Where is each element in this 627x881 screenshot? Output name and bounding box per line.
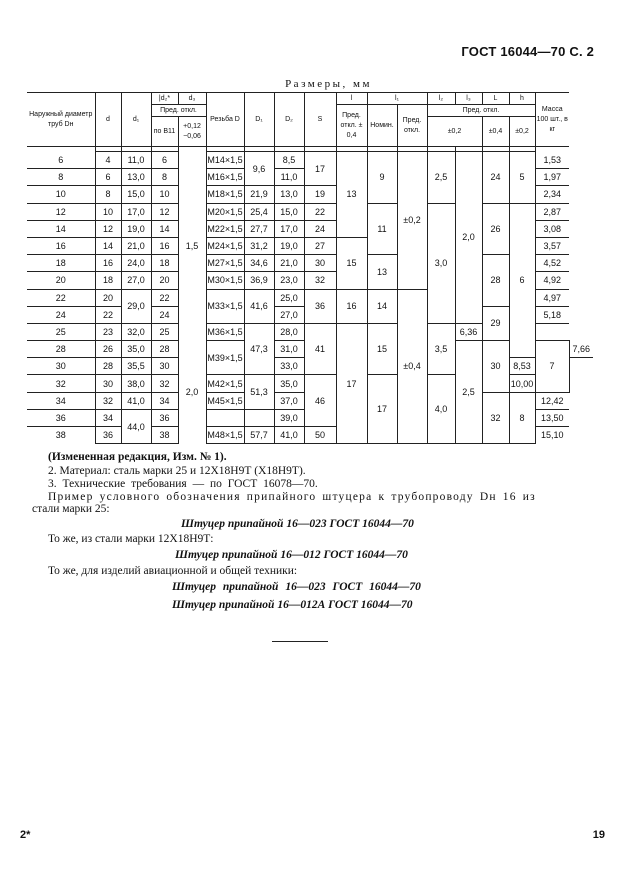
table-cell: 32 [95, 392, 121, 409]
table-cell: 31,2 [244, 237, 274, 254]
table-cell: 15,10 [535, 427, 569, 444]
table-cell: 27,7 [244, 220, 274, 237]
table-cell: 6 [95, 169, 121, 186]
table-cell: 15,0 [121, 186, 151, 203]
table-cell: 23,0 [274, 272, 304, 289]
table-cell: 16 [27, 237, 95, 254]
hdr-l1-pred: Пред. откл. [397, 105, 427, 147]
table-cell: 14 [27, 220, 95, 237]
table-cell: 5 [509, 152, 535, 204]
same-note-2: То же, для изделий авиационной и общей техники: [48, 565, 298, 577]
table-cell: 34,6 [244, 255, 274, 272]
table-cell: 4,0 [427, 375, 455, 444]
same-note-1: То же, из стали марки 12Х18Н9Т: [48, 533, 214, 545]
table-caption: Размеры, мм [285, 78, 372, 90]
table-cell: 35,5 [121, 358, 151, 375]
table-cell: 30 [304, 255, 336, 272]
table-cell: 13 [367, 255, 397, 289]
table-cell: 6 [151, 152, 178, 169]
table-cell: 15 [336, 237, 367, 289]
table-cell: 21,9 [244, 186, 274, 203]
table-cell: 21,0 [274, 255, 304, 272]
table-cell: 44,0 [121, 409, 151, 443]
designation-4: Штуцер припайной 16—012А ГОСТ 16044—70 [172, 599, 413, 611]
table-cell: 27,0 [274, 306, 304, 323]
table-cell: 10 [95, 203, 121, 220]
table-cell: 12,42 [535, 392, 569, 409]
table-cell: 17 [336, 323, 367, 443]
table-cell: 19,0 [274, 237, 304, 254]
table-cell: 35,0 [121, 341, 151, 358]
hdr-tol-04: ±0,4 [482, 117, 509, 147]
col-D2: D₂ [274, 93, 304, 147]
table-cell: 28 [27, 341, 95, 358]
table-cell: 30 [27, 358, 95, 375]
table-cell: 15,0 [274, 203, 304, 220]
table-cell: 11 [367, 203, 397, 255]
table-cell: 15 [367, 323, 397, 375]
table-cell: 24 [27, 306, 95, 323]
table-cell: 7,66 [569, 341, 593, 358]
table-cell: 4 [95, 152, 121, 169]
page-number: 19 [592, 829, 605, 841]
table-cell: 24 [151, 306, 178, 323]
table-cell: 28 [151, 341, 178, 358]
table-cell: 10,00 [509, 375, 535, 392]
table-cell [244, 409, 274, 426]
table-cell: 10 [27, 186, 95, 203]
hdr-d3-tol: +0,12 −0,06 [178, 117, 206, 147]
table-cell: 26 [482, 203, 509, 255]
table-cell: 35,0 [274, 375, 304, 392]
col-d2: |d₂* [151, 93, 178, 105]
table-cell: ±0,2 [397, 152, 427, 290]
table-cell: 38 [27, 427, 95, 444]
col-mass: Масса 100 шт., в кг [535, 93, 569, 147]
table-cell: 20 [27, 272, 95, 289]
table-cell: M42×1,5 [206, 375, 244, 392]
table-cell: 6 [509, 203, 535, 358]
table-cell: 18 [95, 272, 121, 289]
table-cell: 24,0 [121, 255, 151, 272]
col-S: S [304, 93, 336, 147]
table-cell: 38,0 [121, 375, 151, 392]
col-outer-diam: Наружный диаметр труб Dн [27, 93, 95, 147]
table-cell: 36 [27, 409, 95, 426]
table-cell: 32,0 [121, 323, 151, 340]
table-cell: 19,0 [121, 220, 151, 237]
table-cell [206, 409, 244, 426]
table-cell: 2,87 [535, 203, 569, 220]
table-cell: M45×1,5 [206, 392, 244, 409]
table-cell: 1,97 [535, 169, 569, 186]
table-cell: 51,3 [244, 375, 274, 409]
table-cell: 17 [367, 375, 397, 444]
table-cell: 17,0 [121, 203, 151, 220]
table-cell: M20×1,5 [206, 203, 244, 220]
table-cell: 13,0 [121, 169, 151, 186]
table-cell: 32 [304, 272, 336, 289]
table-cell: 1,53 [535, 152, 569, 169]
table-cell: 3,0 [427, 203, 455, 323]
table-cell: 13,50 [535, 409, 569, 426]
table-cell: 20 [151, 272, 178, 289]
table-cell: 24 [482, 152, 509, 204]
table-cell: 50 [304, 427, 336, 444]
hdr-tol-02: ±0,2 [427, 117, 482, 147]
table-row [27, 375, 593, 392]
table-cell: 16 [95, 255, 121, 272]
hdr-tol-02b: ±0,2 [509, 117, 535, 147]
table-cell: 14 [95, 237, 121, 254]
table-cell: 20 [95, 289, 121, 306]
d3-tol-2: 2,0 [178, 341, 206, 444]
table-cell: 27,0 [121, 272, 151, 289]
table-cell: 29 [482, 306, 509, 340]
table-cell: 38 [151, 427, 178, 444]
table-cell: 12 [27, 203, 95, 220]
table-cell: 12 [151, 203, 178, 220]
table-cell: 6,36 [455, 323, 482, 340]
table-cell: 36,9 [244, 272, 274, 289]
table-cell: 22 [27, 289, 95, 306]
table-cell: 8 [151, 169, 178, 186]
col-h: h [509, 93, 535, 105]
table-cell: 41,6 [244, 289, 274, 323]
table-cell: 57,7 [244, 427, 274, 444]
col-D1: D₁ [244, 93, 274, 147]
table-cell: 6 [27, 152, 95, 169]
table-cell: 17,0 [274, 220, 304, 237]
table-cell: 30 [95, 375, 121, 392]
table-row [27, 152, 593, 169]
footer-left: 2* [20, 829, 31, 841]
table-cell: 16 [151, 237, 178, 254]
example-text-2: стали марки 25: [32, 503, 110, 515]
table-cell: 22 [304, 203, 336, 220]
table-cell: 21,0 [121, 237, 151, 254]
table-cell: 41,0 [274, 427, 304, 444]
table-cell: 19 [304, 186, 336, 203]
table-cell: 29,0 [121, 289, 151, 323]
table-cell: 3,08 [535, 220, 569, 237]
col-d1: d₁ [121, 93, 151, 147]
table-cell: 12 [95, 220, 121, 237]
col-d3: d₃ [178, 93, 206, 105]
table-cell: 41 [304, 323, 336, 375]
col-l: l [336, 93, 367, 105]
table-cell: 18 [27, 255, 95, 272]
table-cell: 41,0 [121, 392, 151, 409]
table-cell: 46 [304, 375, 336, 427]
table-cell: 4,92 [535, 272, 569, 289]
edit-note: (Измененная редакция, Изм. № 1). [48, 451, 227, 463]
col-thread: Резьба D [206, 93, 244, 147]
table-cell: 2,5 [455, 341, 482, 444]
table-cell: 36 [95, 427, 121, 444]
separator-line [272, 641, 328, 642]
table-cell: 24 [304, 220, 336, 237]
table-row [27, 255, 593, 272]
table-cell: 32 [27, 375, 95, 392]
table-cell: 9 [367, 152, 397, 204]
table-cell: 2,0 [455, 152, 482, 324]
tech-note: 3. Технические требования — по ГОСТ 16078—70. [48, 478, 318, 490]
table-cell: 8 [95, 186, 121, 203]
table-cell: M27×1,5 [206, 255, 244, 272]
table-cell: 26 [95, 341, 121, 358]
table-cell: 25,0 [274, 289, 304, 306]
table-cell: 11,0 [121, 152, 151, 169]
table-cell: 10 [151, 186, 178, 203]
table-cell: 14 [151, 220, 178, 237]
col-d: d [95, 93, 121, 147]
table-row [27, 203, 593, 220]
table-cell: M36×1,5 [206, 323, 244, 340]
table-cell: 3,5 [427, 323, 455, 375]
table-cell: 18 [151, 255, 178, 272]
table-cell: 36 [304, 289, 336, 323]
table-cell: 25 [151, 323, 178, 340]
col-l1: l₁ [367, 93, 427, 105]
table-cell: 30 [151, 358, 178, 375]
table-cell: 2,34 [535, 186, 569, 203]
col-L: L [482, 93, 509, 105]
designation-3: Штуцер припайной 16—023 ГОСТ 16044—70 [172, 581, 421, 593]
hdr-pred-otkl: Пред. откл. [151, 105, 206, 117]
table-cell: 34 [151, 392, 178, 409]
dimensions-table [27, 92, 593, 444]
example-text: Пример условного обозначения припайного штуцера к трубопроводу Dн 16 из [48, 491, 536, 503]
table-cell: M18×1,5 [206, 186, 244, 203]
table-cell: M48×1,5 [206, 427, 244, 444]
table-cell: 3,57 [535, 237, 569, 254]
table-cell: 8 [509, 392, 535, 444]
table-cell: 25,4 [244, 203, 274, 220]
table-cell: 11,0 [274, 169, 304, 186]
table-cell: 16 [336, 289, 367, 323]
d3-tol-1: 1,5 [178, 152, 206, 341]
table-cell: M22×1,5 [206, 220, 244, 237]
table-cell: 34 [27, 392, 95, 409]
table-cell: 8 [27, 169, 95, 186]
table-cell: M39×1,5 [206, 341, 244, 375]
table-cell: 17 [304, 152, 336, 186]
table-cell: M30×1,5 [206, 272, 244, 289]
table-cell: 22 [151, 289, 178, 306]
designation-1: Штуцер припайной 16—023 ГОСТ 16044—70 [181, 518, 414, 530]
table-cell: M33×1,5 [206, 289, 244, 323]
table-cell: M24×1,5 [206, 237, 244, 254]
table-cell: 8,5 [274, 152, 304, 169]
table-cell: 31,0 [274, 341, 304, 358]
table-cell: 39,0 [274, 409, 304, 426]
table-cell: 33,0 [274, 358, 304, 375]
table-cell: 36 [151, 409, 178, 426]
table-cell: 22 [95, 306, 121, 323]
hdr-l1-nomin: Номин. [367, 105, 397, 147]
designation-2: Штуцер припайной 16—012 ГОСТ 16044—70 [175, 549, 408, 561]
table-cell: 34 [95, 409, 121, 426]
material-note: 2. Материал: сталь марки 25 и 12Х18Н9Т (Х18Н9Т). [48, 465, 306, 477]
col-l2: l₂ [427, 93, 455, 105]
table-cell: 30 [482, 341, 509, 393]
hdr-l-pred: Пред. откл. ± 0,4 [336, 105, 367, 147]
table-cell: 32 [482, 392, 509, 444]
table-cell: M14×1,5 [206, 152, 244, 169]
table-cell: 9,6 [244, 152, 274, 186]
hdr-pred-otkl-2: Пред. откл. [427, 105, 535, 117]
table-cell: 8,53 [509, 358, 535, 375]
page-header: ГОСТ 16044—70 С. 2 [461, 44, 594, 59]
table-cell: 14 [367, 289, 397, 323]
hdr-po-b11: по B11 [151, 117, 178, 147]
table-cell: 4,52 [535, 255, 569, 272]
table-cell: 37,0 [274, 392, 304, 409]
table-cell: M16×1,5 [206, 169, 244, 186]
table-cell: 47,3 [244, 323, 274, 375]
table-cell: 5,18 [535, 306, 569, 323]
table-cell: 28 [482, 255, 509, 307]
table-cell: 2,5 [427, 152, 455, 204]
table-cell: 13 [336, 152, 367, 238]
table-cell: 25 [27, 323, 95, 340]
table-cell: 13,0 [274, 186, 304, 203]
table-cell: 4,97 [535, 289, 569, 306]
table-cell: ±0,4 [397, 289, 427, 444]
table-cell: 23 [95, 323, 121, 340]
table-cell: 32 [151, 375, 178, 392]
table-cell: 28,0 [274, 323, 304, 340]
col-l3: l₃ [455, 93, 482, 105]
table-cell: 27 [304, 237, 336, 254]
table-cell: 7 [535, 341, 569, 393]
table-cell: 28 [95, 358, 121, 375]
